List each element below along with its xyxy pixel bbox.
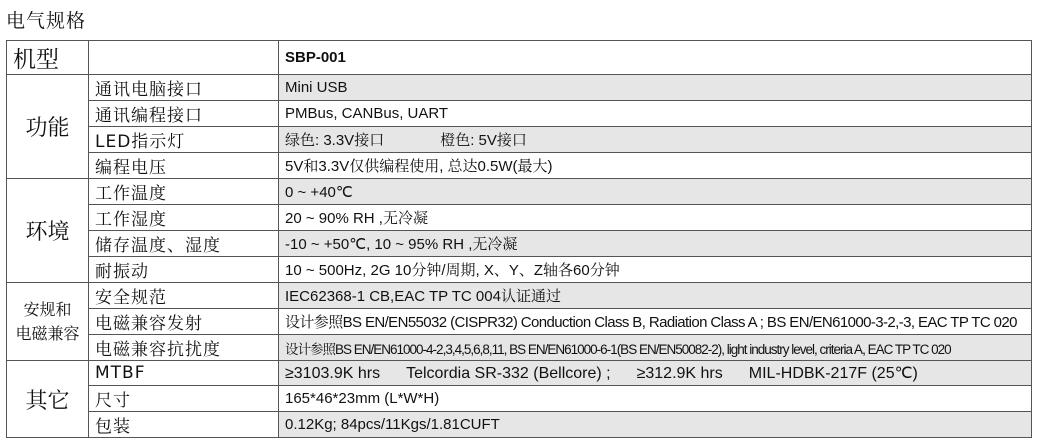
category-other: 其它 xyxy=(7,361,89,438)
model-blank-cell xyxy=(89,41,279,75)
row-value: IEC62368-1 CB,EAC TP TC 004认证通过 xyxy=(279,283,1032,309)
mtbf-standard-2: MIL-HDBK-217F (25℃) xyxy=(748,365,918,382)
row-label: 编程电压 xyxy=(89,153,279,179)
row-label: 耐振动 xyxy=(89,257,279,283)
category-line: 电磁兼容 xyxy=(15,323,80,343)
row-value xyxy=(279,127,1032,153)
page-title: 电气规格 xyxy=(6,10,87,32)
table-row xyxy=(7,412,1032,438)
table-row-model xyxy=(7,41,1032,75)
mtbf-standard-1: Telcordia SR-332 (Bellcore) ; xyxy=(406,365,611,382)
spec-table xyxy=(6,40,1032,438)
category-environment: 环境 xyxy=(7,179,89,283)
row-value: 0.12Kg; 84pcs/11Kgs/1.81CUFT xyxy=(279,412,1032,438)
row-label: 工作湿度 xyxy=(89,205,279,231)
row-value xyxy=(279,361,1032,386)
model-value: SBP-001 xyxy=(279,41,1032,75)
table-row xyxy=(7,257,1032,283)
row-value: Mini USB xyxy=(279,75,1032,101)
row-label: 安全规范 xyxy=(89,283,279,309)
row-label: 储存温度、湿度 xyxy=(89,231,279,257)
table-row xyxy=(7,127,1032,153)
row-label: 电磁兼容发射 xyxy=(89,309,279,335)
row-label: 通讯编程接口 xyxy=(89,101,279,127)
mtbf-value-1: ≥3103.9K hrs xyxy=(285,365,381,382)
led-green-value: 绿色: 3.3V接口 xyxy=(285,132,385,149)
table-row xyxy=(7,179,1032,205)
row-value: 设计参照BS EN/EN55032 (CISPR32) Conduction Class B, Radiation Class A ; BS EN/EN61000-3-2,-3, EAC TP TC 020 xyxy=(279,309,1032,335)
row-value: 10 ~ 500Hz, 2G 10分钟/周期, X、Y、Z轴各60分钟 xyxy=(279,257,1032,283)
row-value: 0 ~ +40℃ xyxy=(279,179,1032,205)
category-function: 功能 xyxy=(7,75,89,179)
table-row xyxy=(7,101,1032,127)
row-label: 尺寸 xyxy=(89,386,279,412)
row-value: 设计参照BS EN/EN61000-4-2,3,4,5,6,8,11, BS EN/EN61000-6-1(BS EN/EN50082-2), light industry level, criteria A, EAC TP TC 020 xyxy=(279,335,1032,361)
table-row xyxy=(7,75,1032,101)
row-label: LED指示灯 xyxy=(89,127,279,153)
mtbf-value-2: ≥312.9K hrs xyxy=(636,365,723,382)
row-label: 通讯电脑接口 xyxy=(89,75,279,101)
row-label: 电磁兼容抗扰度 xyxy=(89,335,279,361)
category-line: 安规和 xyxy=(23,299,72,319)
row-value: -10 ~ +50℃, 10 ~ 95% RH ,无冷凝 xyxy=(279,231,1032,257)
row-value: PMBus, CANBus, UART xyxy=(279,101,1032,127)
table-row xyxy=(7,205,1032,231)
table-row xyxy=(7,283,1032,309)
row-value: 165*46*23mm (L*W*H) xyxy=(279,386,1032,412)
table-row xyxy=(7,153,1032,179)
table-row xyxy=(7,361,1032,386)
row-label: 包装 xyxy=(89,412,279,438)
category-safety-emc xyxy=(7,283,89,361)
table-row xyxy=(7,231,1032,257)
model-label: 机型 xyxy=(7,41,89,75)
led-orange-value: 橙色: 5V接口 xyxy=(440,132,527,149)
row-label: 工作温度 xyxy=(89,179,279,205)
table-row xyxy=(7,309,1032,335)
row-value: 20 ~ 90% RH ,无冷凝 xyxy=(279,205,1032,231)
row-label: MTBF xyxy=(89,361,279,386)
row-value: 5V和3.3V仅供编程使用, 总达0.5W(最大) xyxy=(279,153,1032,179)
table-row xyxy=(7,386,1032,412)
table-row xyxy=(7,335,1032,361)
